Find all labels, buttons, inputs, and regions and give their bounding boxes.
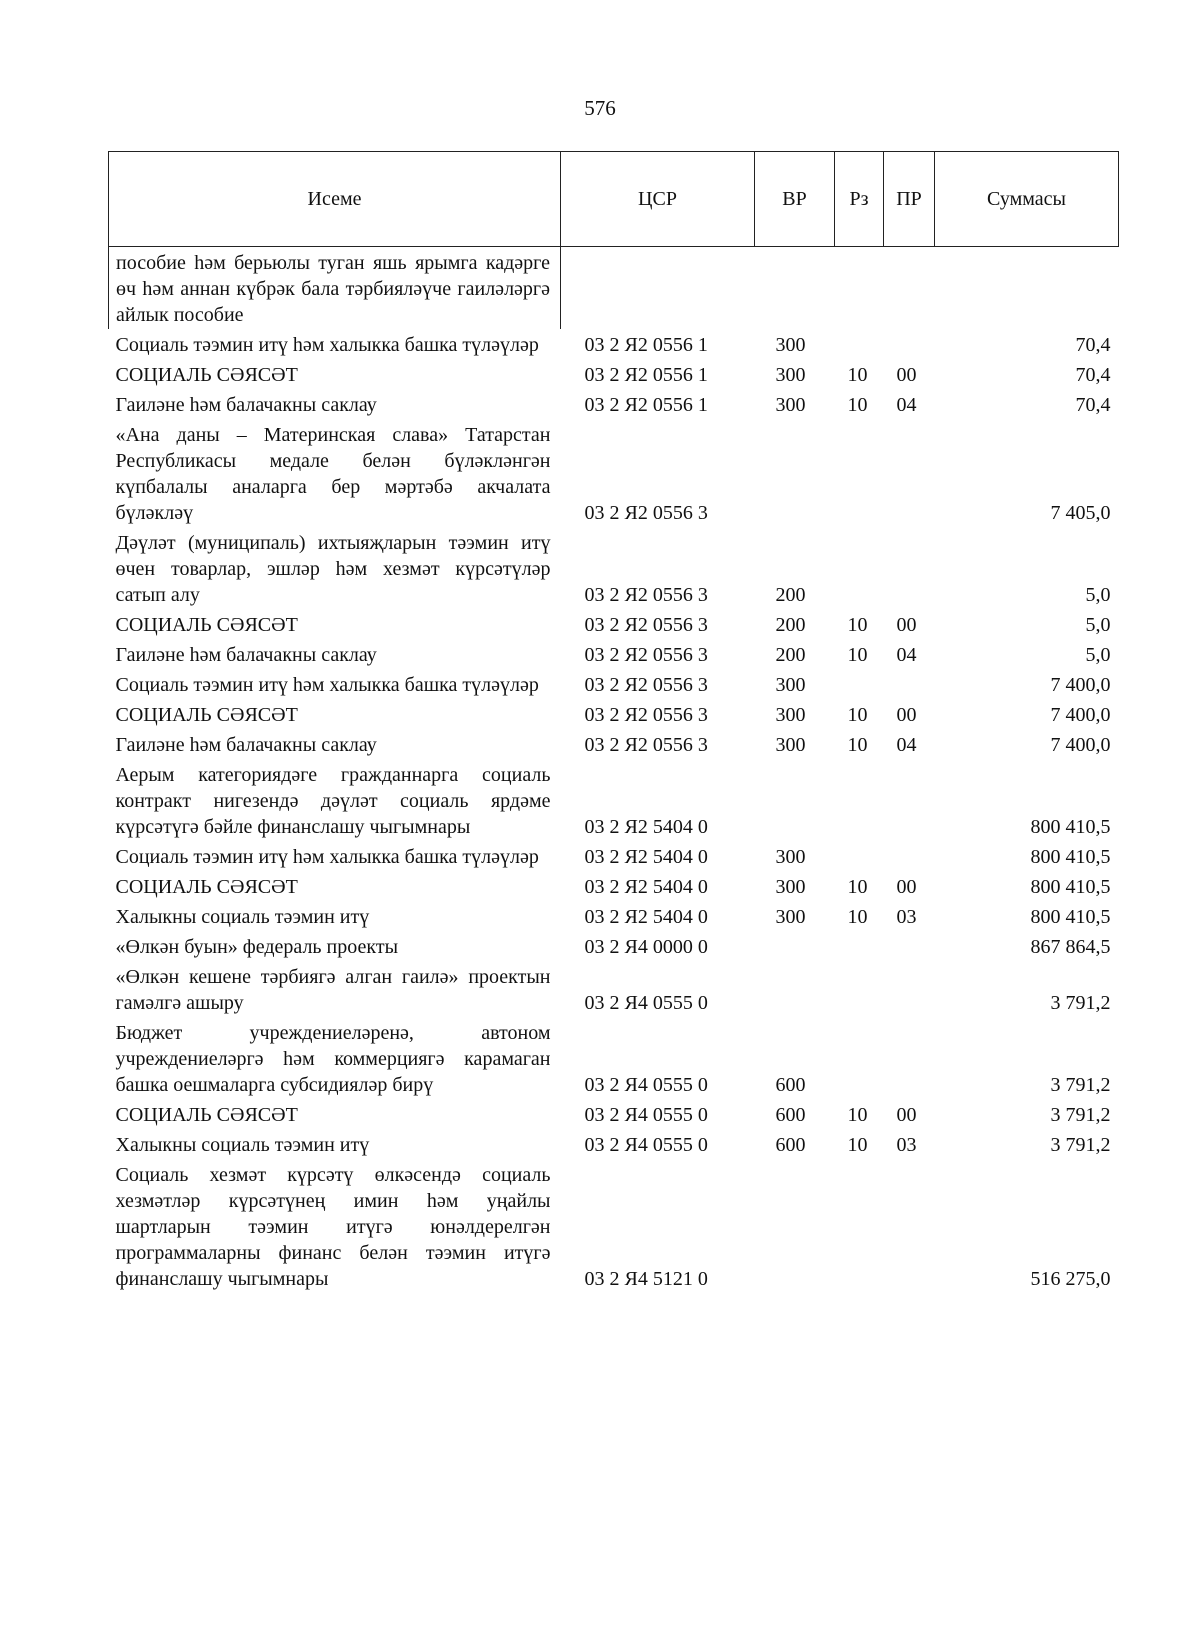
cell-name: «Өлкән кешене тәрбиягә алган гаилә» проектын гамәлгә ашыру xyxy=(115,966,551,1014)
cell-name: Социаль тәэмин итү һәм халыкка башка түләүләр xyxy=(115,334,539,356)
table-row xyxy=(109,931,1119,961)
cell-vr xyxy=(755,759,835,841)
table-row xyxy=(109,841,1119,871)
cell-rz xyxy=(835,1017,884,1099)
table-row xyxy=(109,759,1119,841)
header-rz: Рз xyxy=(835,152,884,247)
cell-vr: 600 xyxy=(775,1104,806,1126)
cell-rz xyxy=(835,841,884,871)
cell-pr: 04 xyxy=(896,734,917,756)
cell-pr: 00 xyxy=(896,364,917,386)
cell-sum: 70,4 xyxy=(1075,394,1111,416)
budget-table xyxy=(108,151,1119,1293)
cell-name: Гаиләне һәм балачакны саклау xyxy=(115,394,377,416)
table-row xyxy=(109,669,1119,699)
cell-vr: 300 xyxy=(775,364,806,386)
cell-sum: 5,0 xyxy=(1085,644,1111,666)
cell-sum: 5,0 xyxy=(1085,614,1111,636)
cell-rz: 10 xyxy=(847,394,868,416)
cell-pr: 00 xyxy=(896,1104,917,1126)
cell-csr: 03 2 Я2 0556 1 xyxy=(584,394,708,416)
cell-sum: 5,0 xyxy=(1085,584,1111,606)
table-row xyxy=(109,961,1119,1017)
cell-csr: 03 2 Я2 5404 0 xyxy=(584,906,708,928)
cell-csr: 03 2 Я4 5121 0 xyxy=(584,1268,708,1290)
cell-vr: 300 xyxy=(775,334,806,356)
table-row xyxy=(109,729,1119,759)
cell-pr: 04 xyxy=(896,644,917,666)
cell-vr: 300 xyxy=(775,704,806,726)
table-header xyxy=(109,152,1119,247)
cell-rz: 10 xyxy=(847,734,868,756)
cell-name: Социаль тәэмин итү һәм халыкка башка түләүләр xyxy=(115,674,539,696)
cell-name: Халыкны социаль тәэмин итү xyxy=(115,1134,370,1156)
cell-vr: 600 xyxy=(775,1134,806,1156)
cell-name: СОЦИАЛЬ СӘЯСӘТ xyxy=(115,1104,298,1126)
cell-vr xyxy=(755,1159,835,1293)
cell-csr: 03 2 Я2 0556 3 xyxy=(584,502,708,524)
cell-pr xyxy=(884,1159,935,1293)
cell-rz xyxy=(835,1159,884,1293)
table-row xyxy=(109,609,1119,639)
cell-sum: 70,4 xyxy=(1075,334,1111,356)
cell-rz: 10 xyxy=(847,614,868,636)
cell-csr: 03 2 Я4 0555 0 xyxy=(584,1104,708,1126)
cell-sum: 3 791,2 xyxy=(1050,1074,1111,1096)
cell-csr: 03 2 Я2 5404 0 xyxy=(584,846,708,868)
cell-rz: 10 xyxy=(847,364,868,386)
cell-pr xyxy=(884,329,935,359)
cell-vr: 200 xyxy=(775,644,806,666)
cell-pr xyxy=(884,931,935,961)
cell-sum: 3 791,2 xyxy=(1050,1104,1111,1126)
cell-name: СОЦИАЛЬ СӘЯСӘТ xyxy=(115,614,298,636)
cell-sum: 800 410,5 xyxy=(1030,846,1111,868)
cell-rz xyxy=(835,961,884,1017)
cell-name: СОЦИАЛЬ СӘЯСӘТ xyxy=(115,704,298,726)
header-name: Исеме xyxy=(109,152,561,247)
cell-vr: 200 xyxy=(775,614,806,636)
cell-rz xyxy=(835,931,884,961)
cell-pr: 04 xyxy=(896,394,917,416)
cell-pr xyxy=(884,419,935,527)
cell-pr xyxy=(884,527,935,609)
cell-csr: 03 2 Я2 0556 1 xyxy=(584,334,708,356)
page-number: 576 xyxy=(584,96,616,120)
cell-pr xyxy=(884,759,935,841)
cell-pr xyxy=(884,841,935,871)
cell-rz: 10 xyxy=(847,906,868,928)
cell-vr xyxy=(755,961,835,1017)
cell-csr: 03 2 Я2 0556 3 xyxy=(584,644,708,666)
cell-sum xyxy=(935,247,1119,330)
cell-vr xyxy=(755,419,835,527)
table-row xyxy=(109,1159,1119,1293)
cell-csr: 03 2 Я4 0555 0 xyxy=(584,992,708,1014)
cell-rz xyxy=(835,247,884,330)
cell-rz: 10 xyxy=(847,1134,868,1156)
cell-vr: 300 xyxy=(775,394,806,416)
cell-sum: 7 400,0 xyxy=(1050,674,1111,696)
cell-rz xyxy=(835,759,884,841)
cell-sum: 7 400,0 xyxy=(1050,734,1111,756)
cell-pr: 00 xyxy=(896,876,917,898)
cell-sum: 516 275,0 xyxy=(1030,1268,1111,1290)
cell-rz: 10 xyxy=(847,1104,868,1126)
cell-sum: 867 864,5 xyxy=(1030,936,1111,958)
cell-rz: 10 xyxy=(847,876,868,898)
cell-vr: 300 xyxy=(775,734,806,756)
cell-sum: 800 410,5 xyxy=(1030,906,1111,928)
header-vr: ВР xyxy=(755,152,835,247)
cell-vr: 300 xyxy=(775,906,806,928)
cell-sum: 800 410,5 xyxy=(1030,816,1111,838)
cell-sum: 7 400,0 xyxy=(1050,704,1111,726)
table-row xyxy=(109,419,1119,527)
table-row xyxy=(109,527,1119,609)
table-row xyxy=(109,1129,1119,1159)
cell-name: пособие һәм берьюлы туган яшь ярымга кадәрге өч һәм аннан күбрәк бала тәрбияләүче гаиләләргә айлык пособие xyxy=(109,247,561,330)
cell-vr: 300 xyxy=(775,674,806,696)
cell-csr: 03 2 Я2 0556 3 xyxy=(584,734,708,756)
table-body xyxy=(109,247,1119,1294)
table-row xyxy=(109,639,1119,669)
cell-rz xyxy=(835,329,884,359)
cell-sum: 70,4 xyxy=(1075,364,1111,386)
cell-pr: 00 xyxy=(896,614,917,636)
table-row xyxy=(109,247,1119,330)
cell-name: «Өлкән буын» федераль проекты xyxy=(115,936,399,958)
cell-vr: 200 xyxy=(775,584,806,606)
cell-name: Социаль тәэмин итү һәм халыкка башка түләүләр xyxy=(115,846,539,868)
cell-name: Халыкны социаль тәэмин итү xyxy=(115,906,370,928)
cell-rz xyxy=(835,669,884,699)
cell-csr: 03 2 Я4 0000 0 xyxy=(584,936,708,958)
cell-name: Гаиләне һәм балачакны саклау xyxy=(115,734,377,756)
cell-name: СОЦИАЛЬ СӘЯСӘТ xyxy=(115,876,298,898)
cell-pr xyxy=(884,961,935,1017)
cell-sum: 3 791,2 xyxy=(1050,992,1111,1014)
cell-name: Гаиләне һәм балачакны саклау xyxy=(115,644,377,666)
cell-csr xyxy=(561,247,755,330)
cell-vr xyxy=(755,931,835,961)
cell-pr: 03 xyxy=(896,906,917,928)
cell-name: Социаль хезмәт күрсәтү өлкәсендә социаль хезмәтләр күрсәтүнең имин һәм уңайлы шартларын тәэмин итүгә юнәлдерелгән программаларны финанс белән тәэмин итүгә финанслашу чыгымнары xyxy=(115,1164,551,1290)
header-pr: ПР xyxy=(884,152,935,247)
cell-pr: 00 xyxy=(896,704,917,726)
cell-csr: 03 2 Я2 0556 3 xyxy=(584,674,708,696)
cell-pr xyxy=(884,247,935,330)
table-row xyxy=(109,389,1119,419)
cell-name: Аерым категориядәге гражданнарга социаль контракт нигезендә дәүләт социаль ярдәме күрсәтүгә бәйле финанслашу чыгымнары xyxy=(115,764,551,838)
cell-name: Дәүләт (муниципаль) ихтыяҗларын тәэмин итү өчен товарлар, эшләр һәм хезмәт күрсәтүләр сатып алу xyxy=(115,532,551,606)
cell-pr xyxy=(884,669,935,699)
table-row xyxy=(109,901,1119,931)
cell-rz xyxy=(835,419,884,527)
cell-csr: 03 2 Я2 0556 1 xyxy=(584,364,708,386)
cell-csr: 03 2 Я4 0555 0 xyxy=(584,1074,708,1096)
table-row xyxy=(109,329,1119,359)
table-row xyxy=(109,1017,1119,1099)
cell-vr: 600 xyxy=(775,1074,806,1096)
table-row xyxy=(109,1099,1119,1129)
cell-name: «Ана даны – Материнская слава» Татарстан Республикасы медале белән бүләкләнгән күпбалалы аналарга бер мәртәбә акчалата бүләкләү xyxy=(115,424,551,524)
cell-csr: 03 2 Я2 0556 3 xyxy=(584,584,708,606)
cell-vr: 300 xyxy=(775,876,806,898)
table-row xyxy=(109,359,1119,389)
cell-csr: 03 2 Я2 5404 0 xyxy=(584,816,708,838)
cell-rz: 10 xyxy=(847,704,868,726)
table-row xyxy=(109,699,1119,729)
cell-name: Бюджет учреждениеләренә, автоном учреждениеләргә һәм коммерциягә карамаган башка оешмаларга субсидияләр бирү xyxy=(115,1022,551,1096)
cell-vr xyxy=(755,247,835,330)
cell-vr: 300 xyxy=(775,846,806,868)
table-row xyxy=(109,871,1119,901)
cell-rz xyxy=(835,527,884,609)
cell-sum: 7 405,0 xyxy=(1050,502,1111,524)
header-sum: Суммасы xyxy=(935,152,1119,247)
cell-csr: 03 2 Я4 0555 0 xyxy=(584,1134,708,1156)
cell-csr: 03 2 Я2 5404 0 xyxy=(584,876,708,898)
cell-sum: 3 791,2 xyxy=(1050,1134,1111,1156)
cell-pr xyxy=(884,1017,935,1099)
cell-pr: 03 xyxy=(896,1134,917,1156)
cell-name: СОЦИАЛЬ СӘЯСӘТ xyxy=(115,364,298,386)
cell-sum: 800 410,5 xyxy=(1030,876,1111,898)
cell-csr: 03 2 Я2 0556 3 xyxy=(584,704,708,726)
header-csr: ЦСР xyxy=(561,152,755,247)
cell-csr: 03 2 Я2 0556 3 xyxy=(584,614,708,636)
cell-rz: 10 xyxy=(847,644,868,666)
